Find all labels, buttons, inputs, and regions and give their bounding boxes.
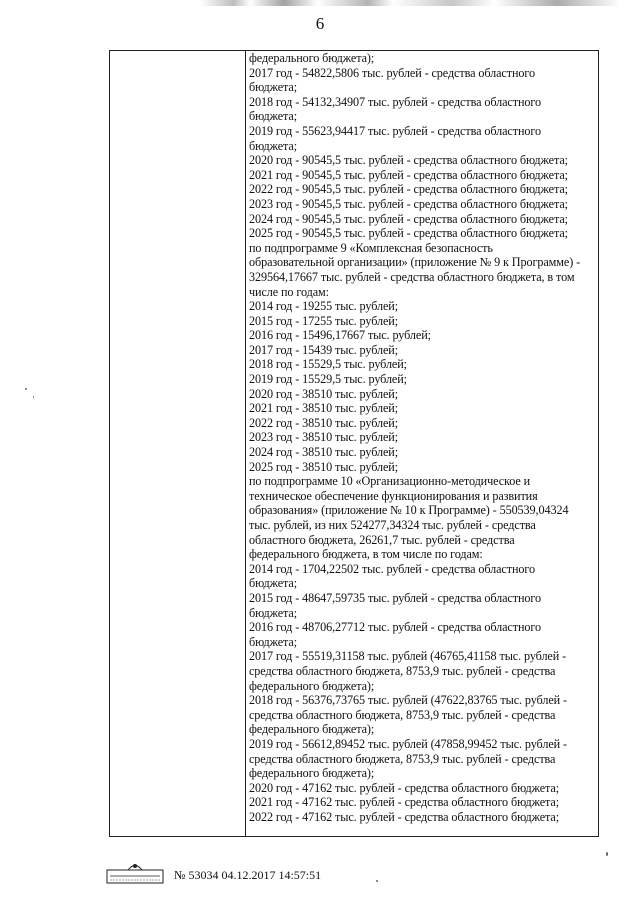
text-line: 2020 год - 38510 тыс. рублей; (249, 386, 399, 401)
text-line: 2021 год - 90545,5 тыс. рублей - средства областного бюджета; (249, 167, 568, 182)
text-line: средства областного бюджета, 8753,9 тыс. рублей - средства (249, 663, 556, 678)
text-line: тыс. рублей, из них 524277,34324 тыс. рублей - средства (249, 518, 536, 532)
text-line: 2023 год - 90545,5 тыс. рублей - средства областного бюджета; (249, 196, 568, 211)
text-line: по подпрограмме 9 «Комплексная безопасность (249, 240, 493, 255)
text-line: средства областного бюджета, 8753,9 тыс. рублей - средства (249, 751, 556, 766)
speck (33, 396, 34, 398)
text-line: 2015 год - 48647,59735 тыс. рублей - средства областного (249, 590, 541, 605)
text-line: бюджета; (249, 576, 298, 591)
column-divider (245, 51, 246, 836)
text-line: 2023 год - 38510 тыс. рублей; (249, 430, 399, 445)
text-line: федерального бюджета); (249, 678, 375, 693)
text-line: числе по годам: (249, 284, 329, 299)
speck (606, 852, 608, 856)
text-line: федерального бюджета); (249, 51, 375, 65)
text-line: 2017 год - 55519,31158 тыс. рублей (46765,41158 тыс. рублей - (249, 649, 567, 664)
text-line: федерального бюджета); (249, 766, 375, 781)
speck (25, 388, 27, 390)
text-line: бюджета; (249, 138, 298, 153)
scan-artifact-top (200, 0, 620, 6)
text-line: 2022 год - 47162 тыс. рублей - средства областного бюджета; (249, 809, 560, 824)
text-line: 2024 год - 38510 тыс. рублей; (249, 445, 399, 460)
text-line: областного бюджета, 26261,7 тыс. рублей - средства (249, 532, 515, 547)
text-line: средства областного бюджета, 8753,9 тыс. рублей - средства (249, 707, 556, 722)
registration-footer (106, 862, 436, 892)
text-line: 2021 год - 38510 тыс. рублей; (249, 401, 399, 416)
text-line: 2022 год - 38510 тыс. рублей; (249, 415, 399, 430)
text-line: 2014 год - 19255 тыс. рублей; (249, 299, 399, 314)
text-line: 2017 год - 54822,5806 тыс. рублей - средства областного (249, 65, 535, 80)
text-line: бюджета; (249, 605, 298, 620)
text-line: образования» (приложение № 10 к Программе) - 550539,04324 (249, 503, 569, 518)
text-line: 2016 год - 48706,27712 тыс. рублей - средства областного (249, 620, 541, 635)
text-line: федерального бюджета, в том числе по годам: (249, 547, 483, 562)
text-line: 2019 год - 55623,94417 тыс. рублей - средства областного (249, 123, 541, 138)
text-line: образовательной организации» (приложение № 9 к Программе) - (249, 255, 581, 270)
text-line: 2020 год - 90545,5 тыс. рублей - средства областного бюджета; (249, 153, 568, 168)
text-line: техническое обеспечение функционирования и развития (249, 488, 538, 503)
text-line: 2015 год - 17255 тыс. рублей; (249, 313, 399, 328)
emblem-seal-icon (106, 862, 164, 884)
text-line: 2021 год - 47162 тыс. рублей - средства областного бюджета; (249, 795, 560, 810)
text-line: федерального бюджета); (249, 722, 375, 737)
text-line: бюджета; (249, 80, 298, 95)
text-line: 2018 год - 54132,34907 тыс. рублей - средства областного (249, 94, 541, 109)
text-line: 2020 год - 47162 тыс. рублей - средства областного бюджета; (249, 780, 560, 795)
text-line: 2024 год - 90545,5 тыс. рублей - средства областного бюджета; (249, 211, 568, 226)
text-line: 2017 год - 15439 тыс. рублей; (249, 342, 399, 357)
text-line: 2016 год - 15496,17667 тыс. рублей; (249, 328, 431, 343)
text-line: бюджета; (249, 109, 298, 124)
registration-stamp-text: № 53034 04.12.2017 14:57:51 (174, 868, 322, 882)
text-line: 329564,17667 тыс. рублей - средства областного бюджета, в том (249, 269, 575, 284)
text-line: 2014 год - 1704,22502 тыс. рублей - средства областного (249, 561, 535, 576)
text-line: 2019 год - 56612,89452 тыс. рублей (47858,99452 тыс. рублей - (249, 736, 567, 751)
document-table (109, 50, 599, 837)
page-number: 6 (315, 14, 325, 33)
text-line: бюджета; (249, 634, 298, 649)
text-line: 2018 год - 15529,5 тыс. рублей; (249, 357, 407, 372)
text-line: 2022 год - 90545,5 тыс. рублей - средства областного бюджета; (249, 182, 568, 197)
table-cell-content (249, 51, 599, 824)
text-line: 2019 год - 15529,5 тыс. рублей; (249, 372, 407, 387)
speck (376, 880, 378, 882)
text-line: 2018 год - 56376,73765 тыс. рублей (47622,83765 тыс. рублей - (249, 693, 567, 708)
text-line: 2025 год - 90545,5 тыс. рублей - средства областного бюджета; (249, 226, 568, 241)
text-line: 2025 год - 38510 тыс. рублей; (249, 459, 399, 474)
text-line: по подпрограмме 10 «Организационно-методическое и (249, 474, 531, 489)
